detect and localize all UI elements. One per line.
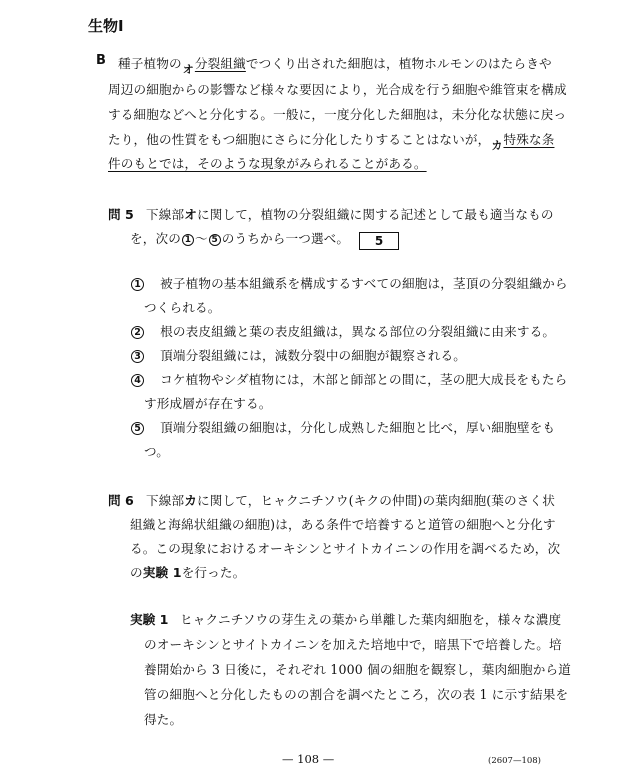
marker-ka: カ <box>491 139 503 152</box>
option-text: 根の表皮組織と葉の表皮組織は，異なる部位の分裂組織に由来する。 <box>160 324 556 339</box>
option-3[interactable] <box>131 345 466 364</box>
subject-title: 生物Ⅰ <box>88 17 124 35</box>
option-number: 2 <box>131 326 144 339</box>
q5-line2: を，次の 1 ～ 5 のうちから一つ選べ。 5 <box>130 228 399 250</box>
page-code: (2607—108) <box>488 756 541 766</box>
experiment-line4: 管の細胞へと分化したものの割合を調べたところ，次の表 1 に示す結果を <box>144 687 569 702</box>
option-4-line2: す形成層が存在する。 <box>144 396 272 411</box>
underline-meristem: 分裂組織 <box>194 56 246 71</box>
option-text: 被子植物の基本組織系を構成するすべての細胞は，茎頂の分裂組織から <box>160 276 568 291</box>
option-5-line2: つ。 <box>144 444 169 459</box>
section-b-label: B <box>96 53 106 68</box>
q6-number: 問 6 <box>108 493 134 508</box>
option-number: 5 <box>131 422 144 435</box>
option-number: 4 <box>131 374 144 387</box>
option-5[interactable] <box>131 417 555 436</box>
section-b-line3: する細胞などへと分化する。一般に，一度分化した細胞は，未分化な状態に戻っ <box>108 107 567 122</box>
experiment-line5: 得た。 <box>144 712 183 727</box>
option-number: 3 <box>131 350 144 363</box>
circled-5-inline: 5 <box>209 234 221 246</box>
q6-line4: の実験 1を行った。 <box>130 565 246 580</box>
section-b-line2: 周辺の細胞からの影響など様々な要因により，光合成を行う細胞や維管束を構成 <box>108 82 567 97</box>
page-number: — 108 — <box>282 752 335 766</box>
section-b-line4: たり，他の性質をもつ細胞にさらに分化したりすることはないが，カ特殊な条 <box>108 132 555 152</box>
option-text: 頂端分裂組織には，減数分裂中の細胞が観察される。 <box>160 348 466 363</box>
option-1-line2: つくられる。 <box>144 300 221 315</box>
circled-1-inline: 1 <box>182 234 194 246</box>
marker-o: オ <box>182 63 194 76</box>
experiment-line2: のオーキシンとサイトカイニンを加えた培地中で，暗黒下で培養した。培 <box>144 637 562 652</box>
q6-line2: 組織と海綿状組織の細胞)は，ある条件で培養すると道管の細胞へと分化す <box>130 517 556 532</box>
option-number: 1 <box>131 278 144 291</box>
option-text: コケ植物やシダ植物には，木部と師部との間に，茎の肥大成長をもたら <box>160 372 568 387</box>
option-1[interactable] <box>131 273 568 292</box>
option-text: 頂端分裂組織の細胞は，分化し成熟した細胞と比べ，厚い細胞壁をも <box>160 420 556 435</box>
option-4[interactable] <box>131 369 567 388</box>
option-2[interactable] <box>131 321 555 340</box>
experiment-label: 実験 1 <box>130 612 169 627</box>
experiment-line1: ヒャクニチソウの芽生えの葉から単離した葉肉細胞を，様々な濃度 <box>180 612 562 627</box>
underline-special-1: 特殊な条 <box>503 132 555 147</box>
section-b-line5: 件のもとでは，そのような現象がみられることがある。 <box>108 156 427 171</box>
q6-line3: る。この現象におけるオーキシンとサイトカイニンの作用を調べるため，次 <box>130 541 561 556</box>
experiment-line3: 養開始から 3 日後に，それぞれ 1000 個の細胞を観察し，葉肉細胞から道 <box>144 662 571 677</box>
q5-number: 問 5 <box>108 207 134 222</box>
q5-line1: 下線部オに関して，植物の分裂組織に関する記述として最も適当なもの <box>146 207 554 222</box>
answer-box: 5 <box>359 232 399 250</box>
q6-line1: 下線部カに関して，ヒャクニチソウ(キクの仲間)の葉肉細胞(葉のさく状 <box>146 493 555 508</box>
section-b-line1: 種子植物のオ分裂組織でつくり出された細胞は，植物ホルモンのはたらきや <box>118 56 552 76</box>
